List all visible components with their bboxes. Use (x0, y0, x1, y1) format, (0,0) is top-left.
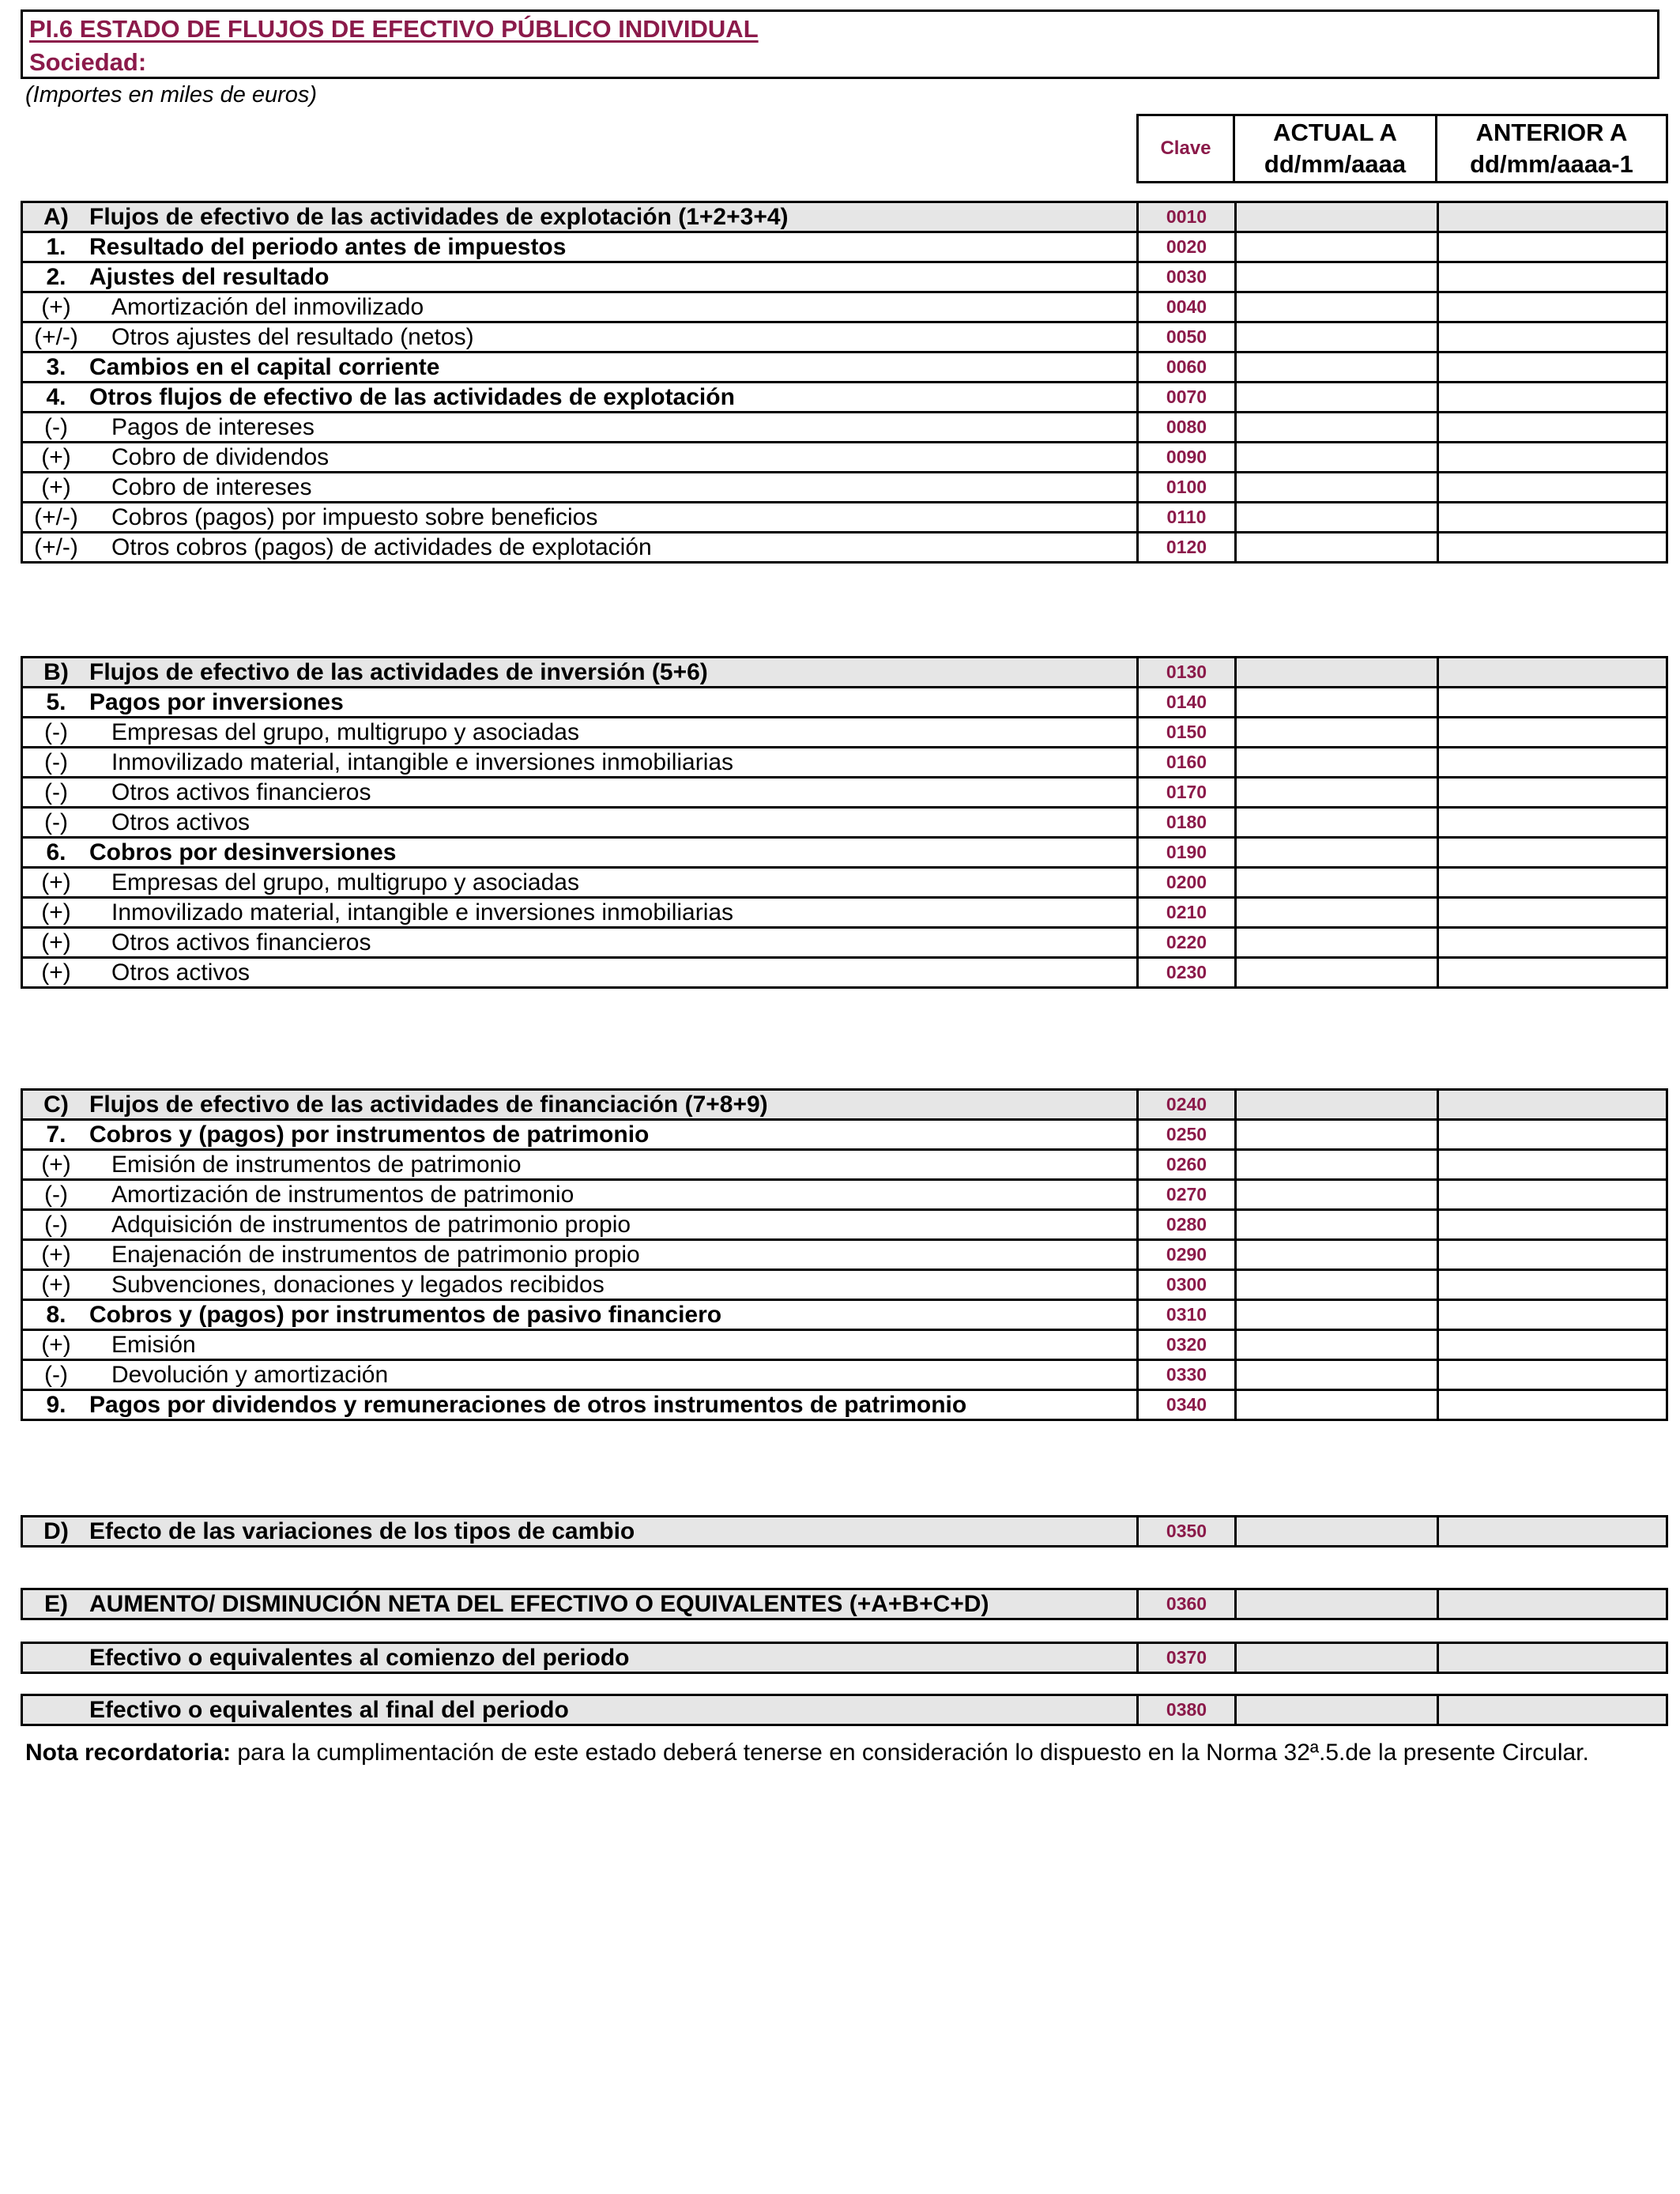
actual-value-cell[interactable] (1236, 503, 1438, 533)
table-row (22, 1390, 1667, 1420)
actual-value-cell[interactable] (1236, 1240, 1438, 1270)
row-marker: (-) (44, 413, 68, 440)
row-marker: (-) (44, 718, 68, 745)
row-key-code: 0340 (1138, 1390, 1236, 1420)
anterior-value-cell[interactable] (1438, 202, 1667, 232)
actual-value-cell[interactable] (1236, 778, 1438, 808)
actual-value-cell[interactable] (1236, 928, 1438, 958)
actual-value-cell[interactable] (1236, 1390, 1438, 1420)
row-label: Efecto de las variaciones de los tipos de cambio (89, 1517, 635, 1544)
footnote-label: Nota recordatoria: (25, 1740, 232, 1766)
anterior-value-cell[interactable] (1438, 778, 1667, 808)
row-label: Otros ajustes del resultado (netos) (111, 323, 474, 350)
row-description (22, 533, 1138, 563)
row-description (22, 838, 1138, 868)
actual-value-cell[interactable] (1236, 1300, 1438, 1330)
anterior-value-cell[interactable] (1438, 838, 1667, 868)
row-description (22, 473, 1138, 503)
actual-value-cell[interactable] (1236, 718, 1438, 748)
anterior-value-cell[interactable] (1438, 232, 1667, 262)
row-label: Subvenciones, donaciones y legados recibidos (111, 1271, 605, 1298)
table-row (22, 533, 1667, 563)
section-a-table (21, 201, 1668, 564)
row-label: Cobros por desinversiones (89, 839, 397, 865)
row-description (22, 322, 1138, 352)
row-description (22, 958, 1138, 988)
anterior-value-cell[interactable] (1438, 1360, 1667, 1390)
actual-value-cell[interactable] (1236, 383, 1438, 413)
row-description (22, 443, 1138, 473)
row-description (22, 898, 1138, 928)
footnote-text: para la cumplimentación de este estado deberá tenerse en consideración lo dispuesto en la Norma 32ª.5.de la presente Circular. (231, 1740, 1589, 1766)
section-header-row (22, 658, 1667, 688)
anterior-value-cell[interactable] (1438, 808, 1667, 838)
anterior-value-cell[interactable] (1438, 658, 1667, 688)
row-description (22, 503, 1138, 533)
table-row (22, 958, 1667, 988)
row-key-code: 0300 (1138, 1270, 1236, 1300)
anterior-value-cell[interactable] (1438, 1270, 1667, 1300)
actual-value-cell[interactable] (1236, 322, 1438, 352)
actual-value-cell[interactable] (1236, 658, 1438, 688)
table-row (22, 232, 1667, 262)
column-header-anterior-line1: ANTERIOR A (1475, 119, 1628, 146)
row-marker: (+) (41, 443, 71, 470)
row-key-code: 0140 (1138, 688, 1236, 718)
column-header-actual-line2: dd/mm/aaaa (1264, 150, 1407, 178)
row-label: Amortización del inmovilizado (111, 293, 424, 320)
row-label: Cobro de dividendos (111, 443, 330, 470)
actual-value-cell[interactable] (1236, 1643, 1438, 1673)
table-row (22, 838, 1667, 868)
row-marker: 4. (46, 383, 66, 410)
row-description (22, 1643, 1138, 1673)
row-marker: (+) (41, 1331, 71, 1358)
row-label: Resultado del periodo antes de impuestos (89, 233, 567, 260)
row-description (22, 262, 1138, 292)
row-label: Otros activos financieros (111, 778, 371, 805)
row-description (22, 1300, 1138, 1330)
row-label: Flujos de efectivo de las actividades de inversión (5+6) (89, 658, 708, 685)
section-header-row (22, 1695, 1667, 1725)
row-key-code: 0240 (1138, 1090, 1236, 1120)
actual-value-cell[interactable] (1236, 868, 1438, 898)
actual-value-cell[interactable] (1236, 1270, 1438, 1300)
row-key-code: 0040 (1138, 292, 1236, 322)
actual-value-cell[interactable] (1236, 1360, 1438, 1390)
anterior-value-cell[interactable] (1438, 688, 1667, 718)
row-label: Empresas del grupo, multigrupo y asociadas (111, 718, 579, 745)
anterior-value-cell[interactable] (1438, 383, 1667, 413)
row-marker: 9. (46, 1391, 66, 1418)
actual-value-cell[interactable] (1236, 533, 1438, 563)
row-description (22, 748, 1138, 778)
row-key-code: 0350 (1138, 1517, 1236, 1547)
row-marker: 1. (46, 233, 66, 260)
anterior-value-cell[interactable] (1438, 1589, 1667, 1619)
row-key-code: 0010 (1138, 202, 1236, 232)
table-row (22, 778, 1667, 808)
table-row (22, 1270, 1667, 1300)
row-key-code: 0230 (1138, 958, 1236, 988)
row-key-code: 0370 (1138, 1643, 1236, 1673)
table-row (22, 1210, 1667, 1240)
table-row (22, 473, 1667, 503)
actual-value-cell[interactable] (1236, 1090, 1438, 1120)
actual-value-cell[interactable] (1236, 1517, 1438, 1547)
row-description (22, 1270, 1138, 1300)
row-label: Ajustes del resultado (89, 263, 330, 290)
row-key-code: 0080 (1138, 413, 1236, 443)
row-label: AUMENTO/ DISMINUCIÓN NETA DEL EFECTIVO O EQUIVALENTES (+A+B+C+D) (89, 1590, 989, 1617)
section-d-table (21, 1515, 1668, 1547)
row-marker: (+) (41, 1241, 71, 1268)
row-key-code: 0250 (1138, 1120, 1236, 1150)
anterior-value-cell[interactable] (1438, 262, 1667, 292)
row-description (22, 688, 1138, 718)
actual-value-cell[interactable] (1236, 958, 1438, 988)
actual-value-cell[interactable] (1236, 232, 1438, 262)
table-row (22, 443, 1667, 473)
column-header-clave-label: Clave (1160, 138, 1211, 159)
company-label: Sociedad: (29, 48, 147, 76)
row-label: Emisión (111, 1331, 196, 1358)
section-c-table (21, 1088, 1668, 1421)
report-header (21, 9, 1659, 79)
section-header-row (22, 1589, 1667, 1619)
row-key-code: 0270 (1138, 1180, 1236, 1210)
actual-value-cell[interactable] (1236, 808, 1438, 838)
row-description (22, 1330, 1138, 1360)
row-key-code: 0130 (1138, 658, 1236, 688)
anterior-value-cell[interactable] (1438, 928, 1667, 958)
row-key-code: 0150 (1138, 718, 1236, 748)
row-marker: (+) (41, 899, 71, 925)
anterior-value-cell[interactable] (1438, 898, 1667, 928)
table-row (22, 262, 1667, 292)
row-marker: (-) (44, 748, 68, 775)
anterior-value-cell[interactable] (1438, 1150, 1667, 1180)
anterior-value-cell[interactable] (1438, 1240, 1667, 1270)
row-marker: (+) (41, 869, 71, 895)
row-description (22, 413, 1138, 443)
row-key-code: 0380 (1138, 1695, 1236, 1725)
section-header-row (22, 1090, 1667, 1120)
row-label: Cobros (pagos) por impuesto sobre beneficios (111, 503, 598, 530)
row-marker: 5. (46, 688, 66, 715)
row-key-code: 0020 (1138, 232, 1236, 262)
row-key-code: 0050 (1138, 322, 1236, 352)
units-note: (Importes en miles de euros) (25, 82, 318, 107)
row-marker: (+) (41, 293, 71, 320)
actual-value-cell[interactable] (1236, 292, 1438, 322)
row-label: Flujos de efectivo de las actividades de financiación (7+8+9) (89, 1091, 768, 1118)
row-label: Cobros y (pagos) por instrumentos de patrimonio (89, 1121, 650, 1148)
row-label: Inmovilizado material, intangible e inversiones inmobiliarias (111, 748, 734, 775)
anterior-value-cell[interactable] (1438, 718, 1667, 748)
row-label: Empresas del grupo, multigrupo y asociadas (111, 869, 579, 895)
actual-value-cell[interactable] (1236, 898, 1438, 928)
row-key-code: 0030 (1138, 262, 1236, 292)
column-header-actual (1235, 116, 1437, 181)
table-row (22, 322, 1667, 352)
table-row (22, 718, 1667, 748)
row-label: Cobro de intereses (111, 473, 312, 500)
row-marker: C) (43, 1091, 69, 1118)
section-b-table (21, 656, 1668, 989)
table-row (22, 1300, 1667, 1330)
actual-value-cell[interactable] (1236, 1120, 1438, 1150)
row-label: Pagos por dividendos y remuneraciones de otros instrumentos de patrimonio (89, 1391, 967, 1418)
row-label: Emisión de instrumentos de patrimonio (111, 1151, 522, 1178)
row-label: Cobros y (pagos) por instrumentos de pasivo financiero (89, 1301, 722, 1328)
row-key-code: 0090 (1138, 443, 1236, 473)
row-description (22, 778, 1138, 808)
anterior-value-cell[interactable] (1438, 1330, 1667, 1360)
table-row (22, 808, 1667, 838)
row-marker: 8. (46, 1301, 66, 1328)
row-description (22, 868, 1138, 898)
row-description (22, 383, 1138, 413)
row-label: Otros cobros (pagos) de actividades de explotación (111, 533, 652, 560)
row-key-code: 0070 (1138, 383, 1236, 413)
actual-value-cell[interactable] (1236, 1589, 1438, 1619)
actual-value-cell[interactable] (1236, 352, 1438, 383)
row-label: Efectivo o equivalentes al comienzo del periodo (89, 1644, 630, 1671)
row-description (22, 808, 1138, 838)
row-key-code: 0320 (1138, 1330, 1236, 1360)
actual-value-cell[interactable] (1236, 202, 1438, 232)
row-label: Devolución y amortización (111, 1361, 389, 1388)
anterior-value-cell[interactable] (1438, 1643, 1667, 1673)
table-row (22, 1150, 1667, 1180)
footnote (25, 1736, 1653, 1770)
row-key-code: 0190 (1138, 838, 1236, 868)
row-key-code: 0120 (1138, 533, 1236, 563)
column-header-actual-line1: ACTUAL A (1273, 119, 1397, 146)
row-key-code: 0310 (1138, 1300, 1236, 1330)
anterior-value-cell[interactable] (1438, 1210, 1667, 1240)
row-marker: A) (43, 203, 69, 230)
column-header-anterior (1437, 116, 1666, 181)
row-marker: (-) (44, 1211, 68, 1238)
anterior-value-cell[interactable] (1438, 533, 1667, 563)
table-row (22, 1330, 1667, 1360)
table-row (22, 748, 1667, 778)
anterior-value-cell[interactable] (1438, 503, 1667, 533)
anterior-value-cell[interactable] (1438, 413, 1667, 443)
row-description (22, 1090, 1138, 1120)
section-header-row (22, 202, 1667, 232)
table-row (22, 1240, 1667, 1270)
anterior-value-cell[interactable] (1438, 958, 1667, 988)
row-description (22, 292, 1138, 322)
row-marker: (-) (44, 1361, 68, 1388)
row-description (22, 1120, 1138, 1150)
row-label: Adquisición de instrumentos de patrimonio propio (111, 1211, 631, 1238)
row-marker: (-) (44, 1181, 68, 1208)
row-label: Otros flujos de efectivo de las actividades de explotación (89, 383, 735, 410)
row-key-code: 0290 (1138, 1240, 1236, 1270)
row-description (22, 1150, 1138, 1180)
row-marker: (-) (44, 809, 68, 835)
row-marker: (+/-) (34, 533, 78, 560)
column-headers (1136, 114, 1668, 183)
anterior-value-cell[interactable] (1438, 1120, 1667, 1150)
section-header-row (22, 1517, 1667, 1547)
table-row (22, 868, 1667, 898)
table-row (22, 928, 1667, 958)
row-description (22, 1210, 1138, 1240)
actual-value-cell[interactable] (1236, 473, 1438, 503)
actual-value-cell[interactable] (1236, 838, 1438, 868)
anterior-value-cell[interactable] (1438, 352, 1667, 383)
row-key-code: 0180 (1138, 808, 1236, 838)
row-marker: 7. (46, 1121, 66, 1148)
section-g-table (21, 1694, 1668, 1726)
row-label: Efectivo o equivalentes al final del periodo (89, 1696, 569, 1723)
row-label: Inmovilizado material, intangible e inversiones inmobiliarias (111, 899, 734, 925)
anterior-value-cell[interactable] (1438, 868, 1667, 898)
row-marker: 6. (46, 839, 66, 865)
row-key-code: 0110 (1138, 503, 1236, 533)
anterior-value-cell[interactable] (1438, 1517, 1667, 1547)
row-marker: (+) (41, 1151, 71, 1178)
row-label: Flujos de efectivo de las actividades de explotación (1+2+3+4) (89, 203, 789, 230)
section-header-row (22, 1643, 1667, 1673)
row-key-code: 0100 (1138, 473, 1236, 503)
row-marker: (-) (44, 778, 68, 805)
row-key-code: 0360 (1138, 1589, 1236, 1619)
row-label: Amortización de instrumentos de patrimonio (111, 1181, 574, 1208)
row-label: Enajenación de instrumentos de patrimonio propio (111, 1241, 640, 1268)
row-key-code: 0280 (1138, 1210, 1236, 1240)
row-description (22, 718, 1138, 748)
row-key-code: 0160 (1138, 748, 1236, 778)
row-marker: 2. (46, 263, 66, 290)
row-description (22, 1589, 1138, 1619)
row-description (22, 1360, 1138, 1390)
anterior-value-cell[interactable] (1438, 1090, 1667, 1120)
row-key-code: 0170 (1138, 778, 1236, 808)
column-header-anterior-line2: dd/mm/aaaa-1 (1470, 150, 1633, 178)
actual-value-cell[interactable] (1236, 1330, 1438, 1360)
row-key-code: 0210 (1138, 898, 1236, 928)
table-row (22, 503, 1667, 533)
row-marker: E) (44, 1590, 68, 1617)
row-description (22, 232, 1138, 262)
actual-value-cell[interactable] (1236, 1150, 1438, 1180)
table-row (22, 898, 1667, 928)
row-label: Otros activos (111, 959, 250, 986)
anterior-value-cell[interactable] (1438, 443, 1667, 473)
row-description (22, 658, 1138, 688)
anterior-value-cell[interactable] (1438, 1695, 1667, 1725)
column-header-clave (1139, 116, 1235, 181)
actual-value-cell[interactable] (1236, 443, 1438, 473)
anterior-value-cell[interactable] (1438, 473, 1667, 503)
report-title: PI.6 ESTADO DE FLUJOS DE EFECTIVO PÚBLICO INDIVIDUAL (29, 15, 759, 43)
anterior-value-cell[interactable] (1438, 322, 1667, 352)
table-row (22, 292, 1667, 322)
row-label: Cambios en el capital corriente (89, 353, 440, 380)
row-key-code: 0200 (1138, 868, 1236, 898)
row-marker: (+) (41, 959, 71, 986)
row-description (22, 202, 1138, 232)
section-f-table (21, 1642, 1668, 1674)
anterior-value-cell[interactable] (1438, 292, 1667, 322)
table-row (22, 688, 1667, 718)
row-marker: 3. (46, 353, 66, 380)
row-description (22, 1695, 1138, 1725)
row-description (22, 1240, 1138, 1270)
anterior-value-cell[interactable] (1438, 1300, 1667, 1330)
anterior-value-cell[interactable] (1438, 1180, 1667, 1210)
row-marker: (+) (41, 473, 71, 500)
actual-value-cell[interactable] (1236, 262, 1438, 292)
table-row (22, 383, 1667, 413)
row-marker: B) (43, 658, 69, 685)
row-key-code: 0220 (1138, 928, 1236, 958)
row-label: Pagos por inversiones (89, 688, 344, 715)
row-key-code: 0330 (1138, 1360, 1236, 1390)
section-e-table (21, 1588, 1668, 1620)
row-label: Pagos de intereses (111, 413, 315, 440)
table-row (22, 413, 1667, 443)
anterior-value-cell[interactable] (1438, 748, 1667, 778)
row-marker: (+/-) (34, 323, 78, 350)
row-key-code: 0060 (1138, 352, 1236, 383)
table-row (22, 352, 1667, 383)
row-description (22, 928, 1138, 958)
row-marker: (+) (41, 929, 71, 956)
row-label: Otros activos (111, 809, 250, 835)
anterior-value-cell[interactable] (1438, 1390, 1667, 1420)
row-marker: (+/-) (34, 503, 78, 530)
row-description (22, 352, 1138, 383)
actual-value-cell[interactable] (1236, 748, 1438, 778)
actual-value-cell[interactable] (1236, 1695, 1438, 1725)
row-description (22, 1390, 1138, 1420)
row-description (22, 1517, 1138, 1547)
table-row (22, 1180, 1667, 1210)
table-row (22, 1360, 1667, 1390)
row-key-code: 0260 (1138, 1150, 1236, 1180)
actual-value-cell[interactable] (1236, 688, 1438, 718)
table-row (22, 1120, 1667, 1150)
row-label: Otros activos financieros (111, 929, 371, 956)
row-marker: D) (43, 1517, 69, 1544)
row-marker: (+) (41, 1271, 71, 1298)
actual-value-cell[interactable] (1236, 413, 1438, 443)
actual-value-cell[interactable] (1236, 1180, 1438, 1210)
actual-value-cell[interactable] (1236, 1210, 1438, 1240)
row-description (22, 1180, 1138, 1210)
